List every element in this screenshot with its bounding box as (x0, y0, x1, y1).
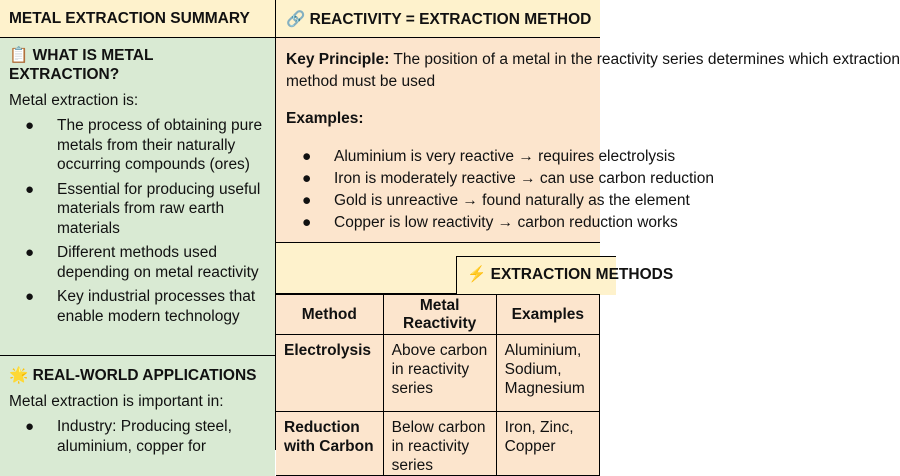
column-header: Metal Reactivity (383, 295, 496, 335)
reactivity-right-column (276, 0, 900, 474)
bullet-icon: ● (302, 192, 312, 209)
key-principle-label: Key Principle: (286, 51, 390, 68)
bullet-icon: ● (302, 214, 312, 231)
list-item: ● Aluminium is very reactive → requires electrolysis (286, 146, 600, 168)
examples-list (286, 146, 714, 234)
list-item: ● The process of obtaining pure metals from their naturally occurring compounds (ores) (25, 117, 263, 173)
column-header: Examples (496, 295, 599, 335)
applications-heading (9, 366, 266, 385)
link-icon: 🔗 (286, 11, 306, 28)
methods-table (276, 294, 600, 476)
key-principle (286, 49, 900, 71)
bullet-icon: ● (25, 418, 35, 435)
list-item: ● Copper is low reactivity → carbon reduction works (286, 212, 600, 234)
list-item: ● Key industrial processes that enable modern technology (25, 288, 256, 325)
summary-title: METAL EXTRACTION SUMMARY (0, 0, 275, 38)
list-item: ● Essential for producing useful materials from raw earth materials (25, 180, 261, 237)
table-cell: Iron, Zinc, Copper (496, 412, 599, 476)
reactivity-title-text: REACTIVITY = EXTRACTION METHOD (309, 11, 592, 28)
table-row (276, 335, 600, 412)
lightning-icon: ⚡ (467, 266, 487, 283)
what-is-heading (9, 46, 266, 84)
what-is-list (9, 116, 266, 326)
table-cell: Below carbon in reactivity series (383, 412, 496, 476)
examples-heading: Examples: (286, 110, 364, 127)
list-item: ● Gold is unreactive → found naturally as the element (286, 190, 600, 212)
sparkle-icon: 🌟 (9, 367, 29, 384)
applications-list (9, 417, 266, 456)
what-is-section (0, 38, 275, 356)
key-principle-line2: method must be used (286, 73, 436, 90)
table-header-row (276, 295, 600, 335)
what-is-intro: Metal extraction is: (9, 92, 139, 109)
bullet-icon: ● (302, 170, 312, 187)
applications-section (0, 356, 275, 476)
key-principle-text: The position of a metal in the reactivity series determines which extraction (389, 51, 900, 68)
what-is-heading-text: WHAT IS METAL EXTRACTION? (9, 47, 154, 83)
bullet-icon: ● (302, 148, 312, 165)
list-item: ● Different methods used depending on metal reactivity (25, 244, 259, 281)
methods-title-text: EXTRACTION METHODS (490, 266, 674, 283)
bullet-icon: ● (25, 288, 35, 305)
table-cell: Aluminium, Sodium, Magnesium (496, 335, 599, 412)
applications-heading-text: REAL-WORLD APPLICATIONS (32, 367, 257, 384)
applications-intro: Metal extraction is important in: (9, 393, 224, 410)
table-cell: Above carbon in reactivity series (383, 335, 496, 412)
list-item: ● Iron is moderately reactive → can use carbon reduction (286, 168, 600, 190)
table-row (276, 412, 600, 476)
methods-title (456, 256, 674, 295)
bullet-icon: ● (25, 180, 35, 198)
reactivity-title (276, 0, 600, 38)
reactivity-body (276, 38, 900, 243)
clipboard-icon: 📋 (9, 47, 29, 64)
methods-header-band (276, 243, 674, 294)
summary-left-column (0, 0, 276, 455)
bullet-icon: ● (25, 244, 35, 261)
column-header: Method (276, 295, 383, 335)
bullet-icon: ● (25, 117, 35, 134)
table-cell: Electrolysis (276, 335, 383, 412)
table-cell: Reduction with Carbon (276, 412, 383, 476)
list-item: ● Industry: Producing steel, aluminium, copper for (25, 418, 232, 455)
